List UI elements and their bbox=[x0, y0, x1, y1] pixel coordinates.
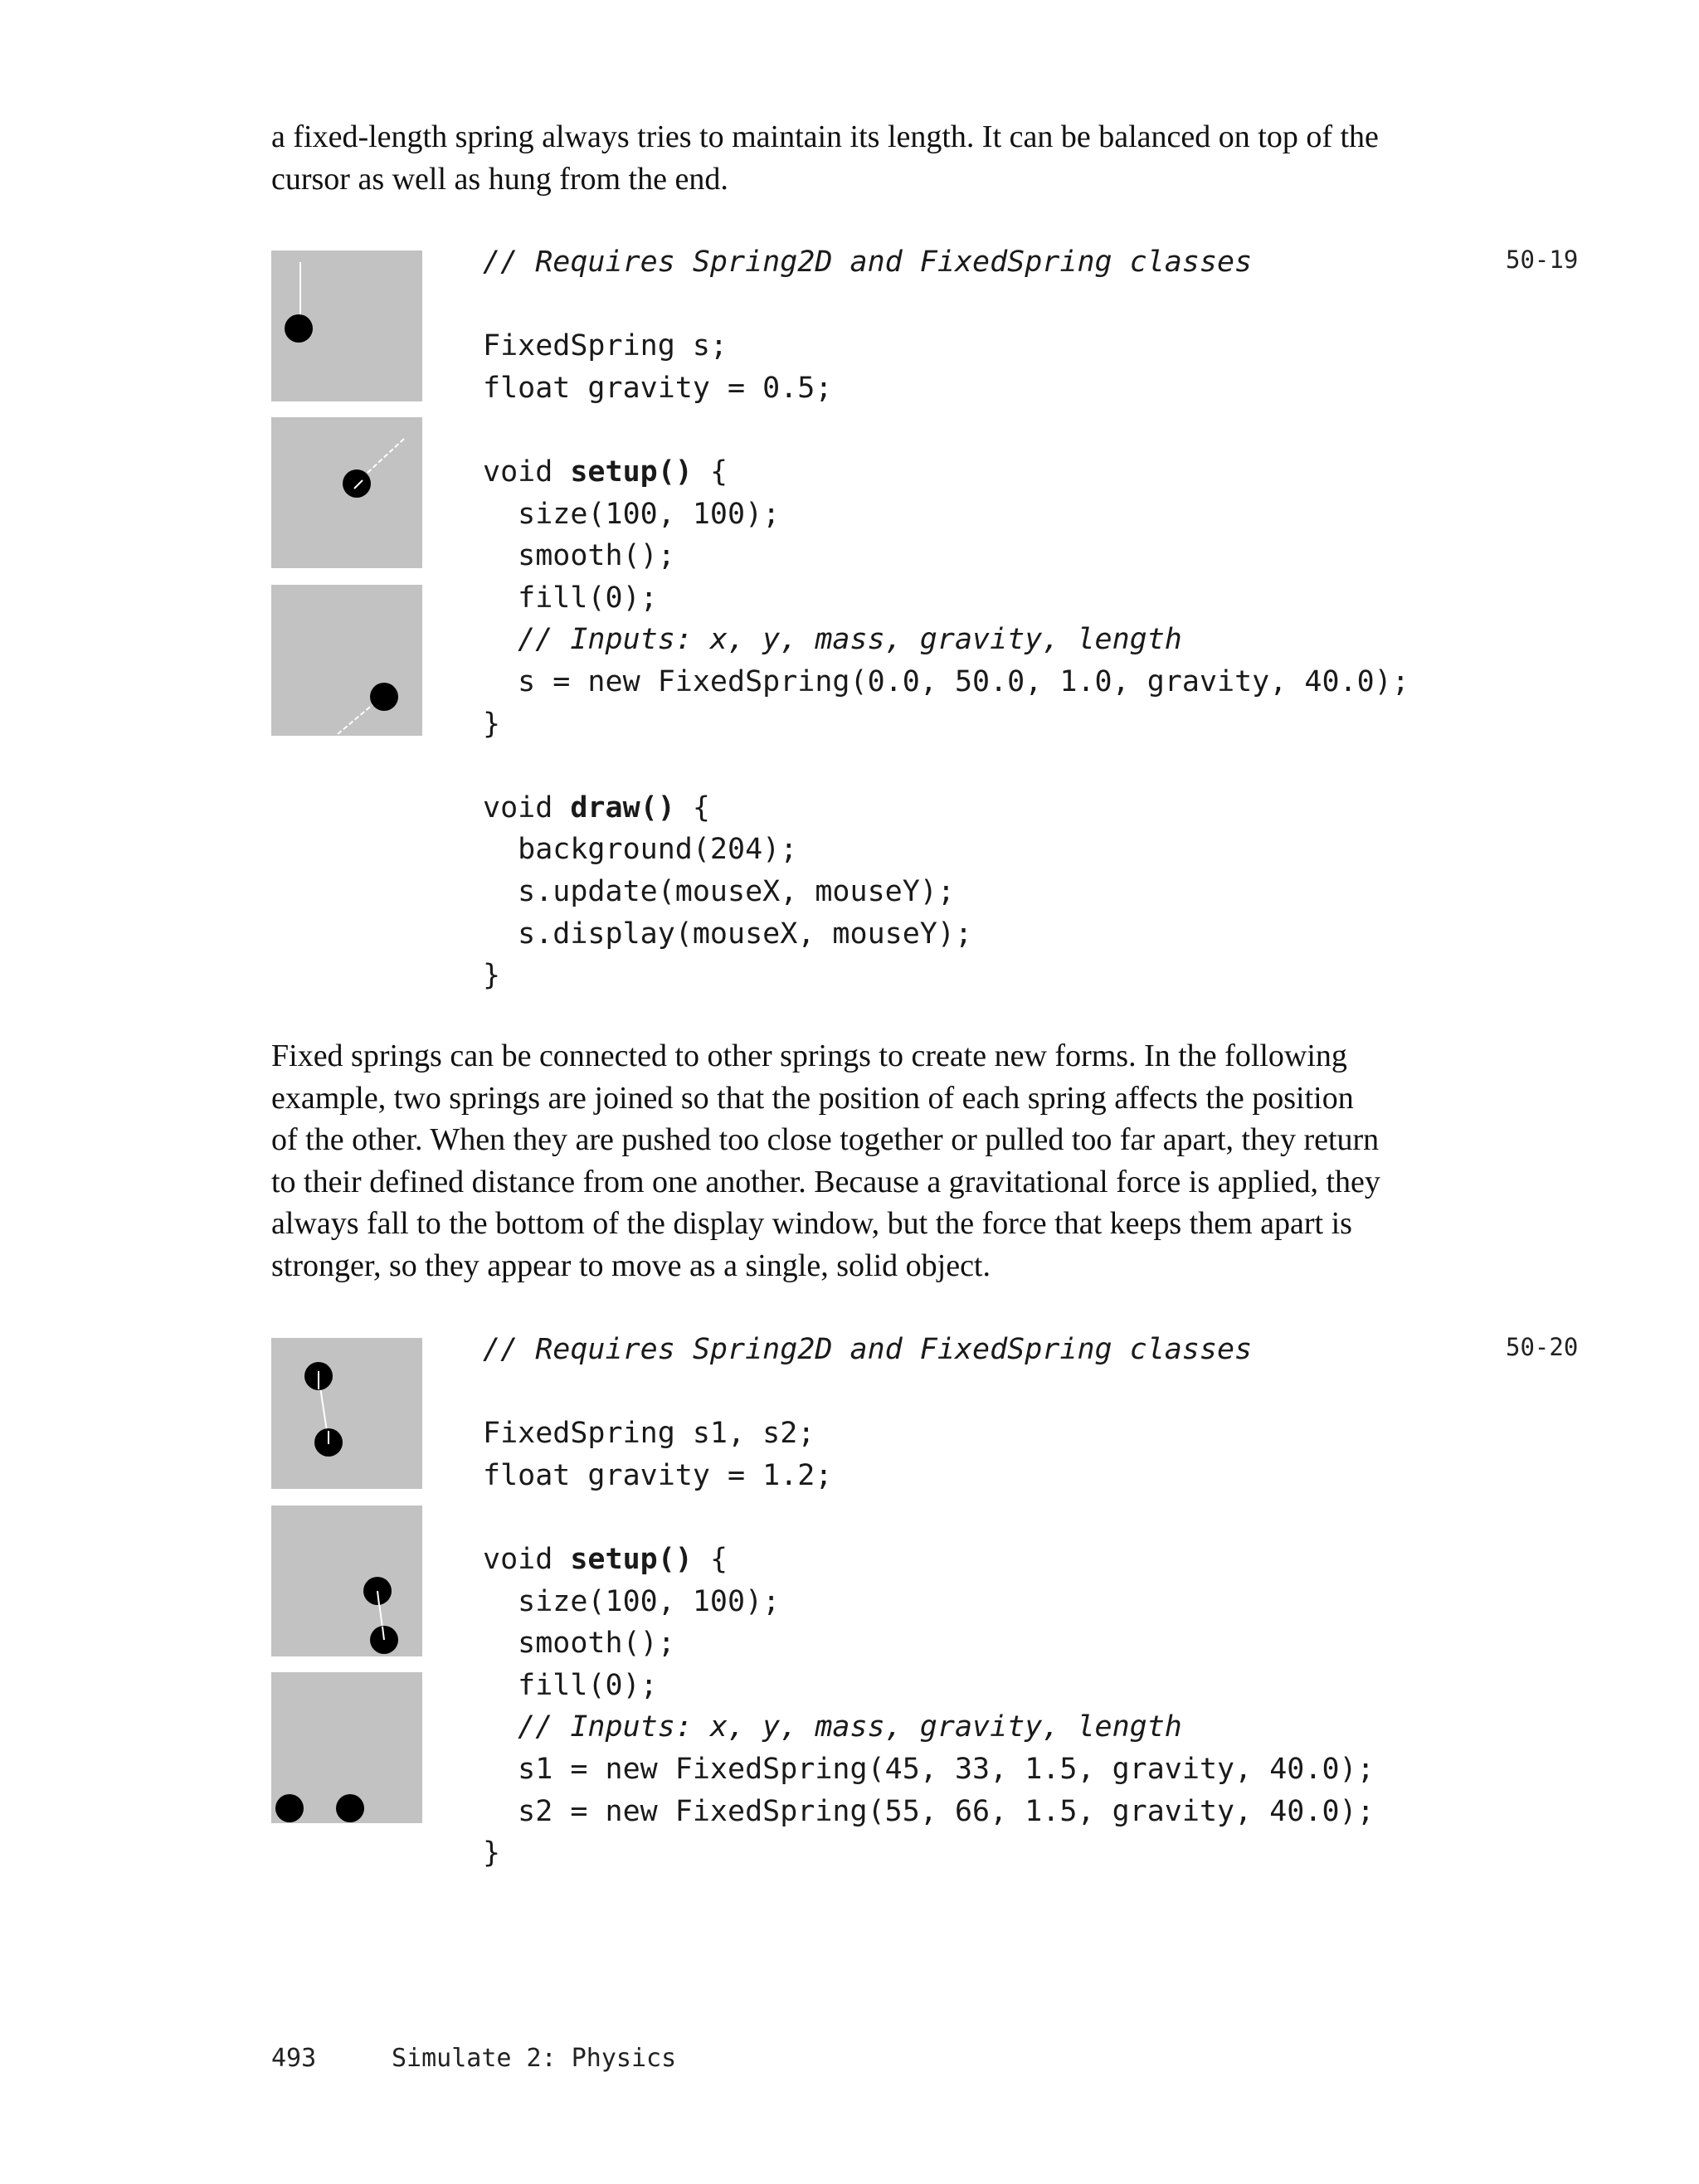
paragraph-line: of the other. When they are pushed too close together or pulled too far apart, they return bbox=[271, 1122, 1380, 1157]
code-line bbox=[483, 787, 1478, 829]
code-line: smooth(); bbox=[483, 1627, 675, 1661]
code-keyword: void bbox=[483, 1542, 571, 1576]
example-1-thumbnail-2 bbox=[271, 417, 422, 568]
code-brace: { bbox=[674, 790, 710, 824]
code-line: FixedSpring s1, s2; bbox=[483, 1417, 815, 1451]
function-name: setup() bbox=[570, 455, 693, 489]
code-line: float gravity = 0.5; bbox=[483, 371, 833, 405]
example-2-thumbnail-2 bbox=[271, 1505, 422, 1656]
page-number: 493 bbox=[271, 2044, 317, 2073]
middle-paragraph bbox=[271, 1035, 1499, 1287]
code-line: } bbox=[483, 959, 501, 993]
example-1-code bbox=[483, 241, 1478, 997]
code-line: smooth(); bbox=[483, 539, 675, 573]
chapter-title: Simulate 2: Physics bbox=[392, 2044, 677, 2073]
code-line: fill(0); bbox=[483, 1668, 658, 1702]
paragraph-line: stronger, so they appear to move as a single, solid object. bbox=[271, 1248, 991, 1283]
code-line bbox=[483, 1539, 1478, 1581]
example-2-thumbnail-3 bbox=[271, 1672, 422, 1823]
code-blank-line bbox=[483, 1371, 1478, 1413]
code-line: size(100, 100); bbox=[483, 497, 781, 531]
code-line: s1 = new FixedSpring(45, 33, 1.5, gravity, 40.0); bbox=[483, 1752, 1375, 1786]
paragraph-line: to their defined distance from one another. Because a gravitational force is applied, they bbox=[271, 1164, 1380, 1199]
code-line: s.update(mouseX, mouseY); bbox=[483, 874, 955, 908]
code-line bbox=[483, 451, 1478, 494]
code-brace: { bbox=[692, 455, 728, 489]
code-brace: { bbox=[692, 1542, 728, 1576]
function-name: setup() bbox=[570, 1542, 693, 1576]
code-blank-line bbox=[483, 745, 1478, 787]
intro-paragraph bbox=[271, 116, 1499, 200]
example-1-thumbnail-1 bbox=[271, 251, 422, 401]
paragraph-line: example, two springs are joined so that the position of each spring affects the position bbox=[271, 1080, 1354, 1116]
code-line: } bbox=[483, 1836, 501, 1870]
example-2-thumbnail-1 bbox=[271, 1338, 422, 1489]
code-line: s2 = new FixedSpring(55, 66, 1.5, gravity, 40.0); bbox=[483, 1794, 1375, 1828]
paragraph-line: a fixed-length spring always tries to maintain its length. It can be balanced on top of the bbox=[271, 119, 1379, 154]
example-number: 50-20 bbox=[1506, 1333, 1579, 1361]
code-line: } bbox=[483, 707, 501, 741]
code-line: fill(0); bbox=[483, 581, 658, 615]
code-comment: // Inputs: x, y, mass, gravity, length bbox=[483, 1710, 1182, 1744]
code-keyword: void bbox=[483, 455, 571, 489]
example-1-thumbnail-3 bbox=[271, 585, 422, 736]
code-line: s.display(mouseX, mouseY); bbox=[483, 917, 973, 951]
example-number: 50-19 bbox=[1506, 246, 1579, 274]
code-line: s = new FixedSpring(0.0, 50.0, 1.0, gravity, 40.0); bbox=[483, 664, 1409, 698]
function-name: draw() bbox=[570, 790, 675, 824]
code-line: size(100, 100); bbox=[483, 1584, 781, 1618]
code-comment: // Inputs: x, y, mass, gravity, length bbox=[483, 623, 1182, 657]
code-line: background(204); bbox=[483, 833, 798, 867]
code-line: float gravity = 1.2; bbox=[483, 1458, 833, 1492]
code-comment: // Requires Spring2D and FixedSpring classes bbox=[483, 1333, 1253, 1366]
code-keyword: void bbox=[483, 790, 571, 824]
code-blank-line bbox=[483, 409, 1478, 451]
code-comment: // Requires Spring2D and FixedSpring classes bbox=[483, 246, 1253, 279]
code-line: FixedSpring s; bbox=[483, 329, 728, 363]
code-blank-line bbox=[483, 284, 1478, 326]
example-2-code bbox=[483, 1329, 1478, 1875]
paragraph-line: always fall to the bottom of the display window, but the force that keeps them apart is bbox=[271, 1206, 1352, 1241]
code-blank-line bbox=[483, 1496, 1478, 1539]
paragraph-line: Fixed springs can be connected to other springs to create new forms. In the following bbox=[271, 1038, 1347, 1073]
paragraph-line: cursor as well as hung from the end. bbox=[271, 161, 728, 197]
